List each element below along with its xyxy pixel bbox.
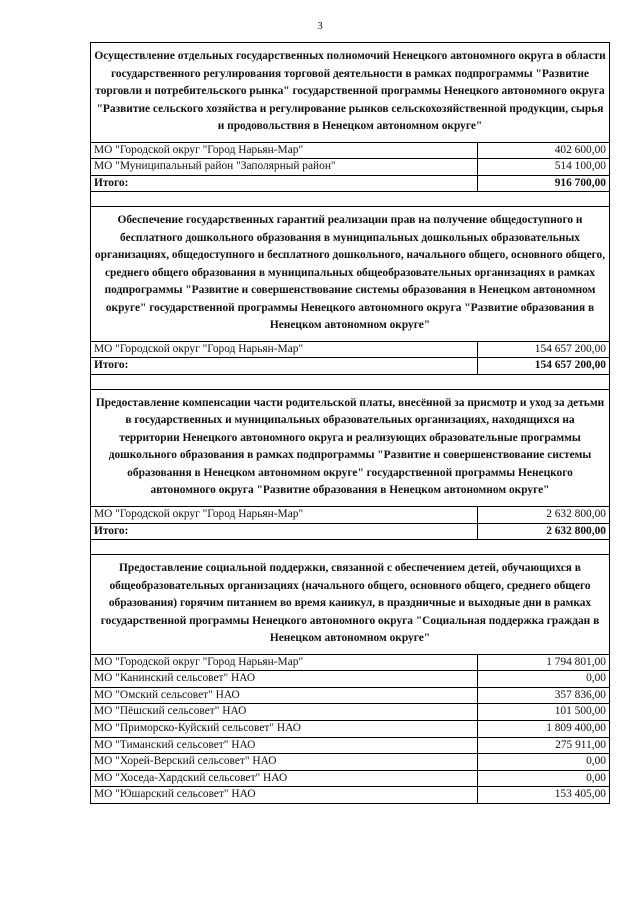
municipality-name: МО "Канинский сельсовет" НАО — [94, 672, 256, 685]
section-title: Предоставление компенсации части родительской платы, внесённой за присмотр и уход за детьми в государственных и муниципальных образовательных организациях, находящихся на территории Ненецкого автономного округа и реализующих образовательные программы дошкольного образования в рамках подпрограммы "Развитие и совершенствование системы образования в Ненецком автономном округе" государственной программы Ненецкого автономного округа "Развитие образования в Ненецком автономном округе" — [91, 390, 609, 507]
page-number: 3 — [317, 20, 323, 32]
section-education-guarantees — [91, 207, 609, 375]
amount: 0,00 — [477, 771, 609, 787]
total-amount: 154 657 200,00 — [477, 358, 609, 374]
total-amount: 916 700,00 — [477, 176, 609, 192]
table-row — [91, 342, 609, 359]
municipality-name: МО "Городской округ "Город Нарьян-Мар" — [94, 143, 304, 156]
municipality-name: МО "Муниципальный район "Заполярный район" — [94, 160, 336, 173]
table-row — [91, 721, 609, 738]
table-row — [91, 143, 609, 160]
municipality-name: МО "Тиманский сельсовет" НАО — [94, 738, 256, 751]
amount: 357 836,00 — [477, 688, 609, 704]
amount: 153 405,00 — [477, 787, 609, 803]
amount: 402 600,00 — [477, 143, 609, 159]
municipality-name: МО "Городской округ "Город Нарьян-Мар" — [94, 507, 304, 520]
allocation-table — [90, 42, 610, 804]
total-row — [91, 524, 609, 540]
table-row — [91, 704, 609, 721]
amount: 1 809 400,00 — [477, 721, 609, 737]
table-row — [91, 771, 609, 788]
municipality-name: МО "Хоседа-Хардский сельсовет" НАО — [94, 771, 288, 784]
section-divider — [91, 192, 609, 207]
amount: 514 100,00 — [477, 159, 609, 175]
total-label: Итого: — [94, 524, 129, 537]
total-label: Итого: — [94, 176, 129, 189]
amount: 275 911,00 — [477, 738, 609, 754]
table-row — [91, 671, 609, 688]
municipality-name: МО "Хорей-Верский сельсовет" НАО — [94, 755, 277, 768]
section-social-support-meals — [91, 555, 609, 804]
total-row — [91, 358, 609, 374]
section-parental-compensation — [91, 390, 609, 540]
table-row — [91, 507, 609, 524]
section-trade-regulation — [91, 43, 609, 192]
municipality-name: МО "Городской округ "Город Нарьян-Мар" — [94, 655, 304, 668]
section-title: Обеспечение государственных гарантий реализации прав на получение общедоступного и бесплатного дошкольного образования в муниципальных дошкольных образовательных организациях, общедоступного и бесплатного дошкольного, начального общего, основного общего, среднего общего образования в муниципальных общеобразовательных организациях в рамках подпрограммы "Развитие и совершенствование системы образования в Ненецком автономном округе" государственной программы Ненецкого автономного округа "Развитие образования в Ненецком автономном округе" — [91, 207, 609, 342]
section-title: Предоставление социальной поддержки, связанной с обеспечением детей, обучающихся в общеобразовательных организациях (начального общего, основного общего, среднего общего образования) горячим питанием во время каникул, в праздничные и выходные дни в рамках государственной программы Ненецкого автономного округа "Социальная поддержка граждан в Ненецком автономном округе" — [91, 555, 609, 655]
municipality-name: МО "Пёшский сельсовет" НАО — [94, 705, 247, 718]
amount: 1 794 801,00 — [477, 655, 609, 671]
table-row — [91, 738, 609, 755]
municipality-name: МО "Юшарский сельсовет" НАО — [94, 788, 256, 801]
amount: 0,00 — [477, 671, 609, 687]
municipality-name: МО "Городской округ "Город Нарьян-Мар" — [94, 342, 304, 355]
section-divider — [91, 375, 609, 390]
total-amount: 2 632 800,00 — [477, 524, 609, 540]
municipality-name: МО "Приморско-Куйский сельсовет" НАО — [94, 722, 301, 735]
amount: 2 632 800,00 — [477, 507, 609, 523]
table-row — [91, 688, 609, 705]
amount: 154 657 200,00 — [477, 342, 609, 358]
total-label: Итого: — [94, 359, 129, 372]
amount: 0,00 — [477, 754, 609, 770]
municipality-name: МО "Омский сельсовет" НАО — [94, 688, 240, 701]
section-title: Осуществление отдельных государственных полномочий Ненецкого автономного округа в области государственного регулирования торговой деятельности в рамках подпрограммы "Развитие торговли и потребительского рынка" государственной программы Ненецкого автономного округа "Развитие сельского хозяйства и регулирование рынков сельскохозяйственной продукции, сырья и продовольствия в Ненецком автономном округе" — [91, 43, 609, 143]
table-row — [91, 787, 609, 803]
table-row — [91, 655, 609, 672]
total-row — [91, 176, 609, 192]
table-row — [91, 754, 609, 771]
section-divider — [91, 540, 609, 555]
amount: 101 500,00 — [477, 704, 609, 720]
table-row — [91, 159, 609, 176]
